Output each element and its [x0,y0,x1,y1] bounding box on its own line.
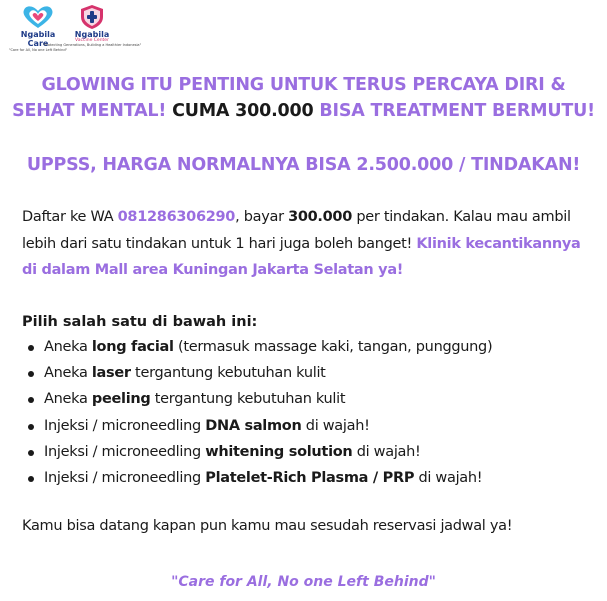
option-highlight: DNA salmon [205,417,302,434]
shield-vaccine-icon [79,4,105,30]
list-item [22,386,492,412]
care-logo-tagline: "Care for All, No one Left Behind" [8,48,68,52]
option-text: tergantung kebutuhan kulit [130,365,326,382]
care-logo-name: Ngabila Care [20,30,56,48]
option-text: Aneka [44,391,92,408]
vaccine-logo-tagline: "Protecting Generations, Building a Healthier Indonesia" [42,43,142,47]
option-text: Aneka [44,339,92,355]
option-text: di wajah! [352,443,421,460]
option-text: di wajah! [414,470,483,487]
option-text: (termasuk massage kaki, tangan, punggung) [173,339,493,355]
footer-tagline: "Care for All, No one Left Behind" [171,574,436,590]
vaccine-logo-subtitle: Vaccine Center [75,38,109,43]
option-text: Injeksi / microneedling [44,443,206,460]
closing-text: Kamu bisa datang kapan pun kamu mau sesudah reservasi jadwal ya! [22,518,513,534]
treatment-options [22,334,492,491]
option-highlight: laser [91,365,131,382]
headline-part4: BISA TREATMENT BERMUTU! [319,101,595,121]
subheadline: UPPSS, HARGA NORMALNYA BISA 2.500.000 / TINDAKAN! [26,155,581,175]
list-item [22,439,492,465]
option-highlight: whitening solution [205,443,353,460]
vaccine-logo-name: Ngabila [74,30,110,39]
para-text-3: per tindakan. Kalau mau ambil lebih dari satu tindakan untuk 1 hari juga boleh banget! [22,209,571,252]
intro-paragraph [22,204,597,284]
list-item [22,465,492,491]
headline-part1: GLOWING ITU PENTING UNTUK TERUS PERCAYA DIRI & [41,75,566,95]
option-text: Injeksi / microneedling [44,470,206,487]
headline [0,72,607,124]
option-highlight: Platelet-Rich Plasma / PRP [205,470,415,487]
headline-part2: SEHAT MENTAL! [12,101,167,121]
options-title: Pilih salah satu di bawah ini: [22,314,258,330]
para-text-1: Daftar ke WA [22,209,118,225]
para-text-2: , bayar [235,209,289,225]
list-item [22,334,492,360]
option-text: Injeksi / microneedling [44,417,206,434]
whatsapp-number: 081286306290 [117,209,236,225]
heart-hands-icon [20,4,56,30]
clinic-location: Klinik kecantikannya di dalam Mall area Kuningan Jakarta Selatan ya! [22,235,581,278]
option-text: tergantung kebutuhan kulit [150,391,346,408]
price-value: 300.000 [288,209,353,225]
list-item [22,360,492,386]
list-item [22,413,492,439]
option-text: Aneka [44,365,92,382]
option-highlight: peeling [91,391,151,408]
ngabila-vaccine-logo [42,4,142,52]
option-highlight: long facial [91,339,174,355]
option-text: di wajah! [301,417,370,434]
headline-price: CUMA 300.000 [172,101,314,121]
logo-bar [8,4,142,52]
